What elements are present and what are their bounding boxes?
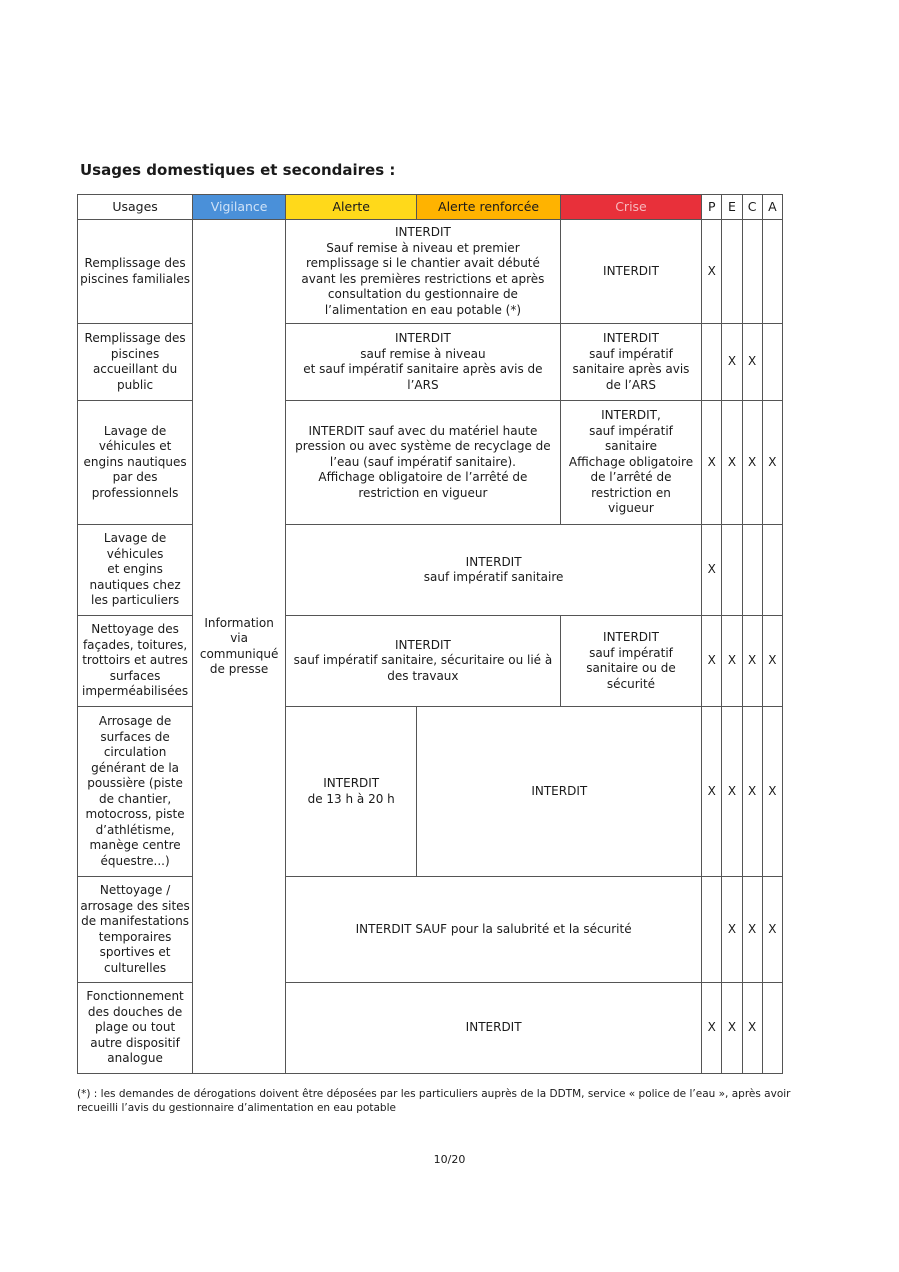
alerte-merged-cell: INTERDIT sauf impératif sanitaire, sécuritaire ou lié à des travaux [286, 616, 561, 707]
a-cell [762, 220, 782, 324]
p-cell: X [702, 525, 722, 616]
page-number: 10/20 [433, 1153, 466, 1166]
header-row [78, 195, 783, 220]
table-row [78, 220, 783, 324]
all-merged-cell: INTERDIT sauf impératif sanitaire [286, 525, 702, 616]
table-row [78, 616, 783, 707]
table-row [78, 401, 783, 525]
all-merged-cell: INTERDIT [286, 983, 702, 1074]
c-cell: X [742, 877, 762, 983]
e-cell: X [722, 877, 742, 983]
c-cell: X [742, 324, 762, 401]
e-cell: X [722, 707, 742, 877]
p-cell [702, 324, 722, 401]
crise-cell: INTERDIT sauf impératif sanitaire après avis de l’ARS [560, 324, 701, 401]
e-cell [722, 525, 742, 616]
header-a: A [762, 195, 782, 220]
crise-cell: INTERDIT, sauf impératif sanitaire Affichage obligatoire de l’arrêté de restriction en vigueur [560, 401, 701, 525]
alerte-merged-cell: INTERDIT sauf avec du matériel haute pression ou avec système de recyclage de l’eau (sauf impératif sanitaire). Affichage obligatoire de l’arrêté de restriction en vigueur [286, 401, 561, 525]
table-row [78, 983, 783, 1074]
restrictions-table [77, 194, 783, 1074]
header-vigilance: Vigilance [193, 195, 286, 220]
c-cell: X [742, 401, 762, 525]
usage-cell: Lavage de véhicules et engins nautiques chez les particuliers [78, 525, 193, 616]
footnote: (*) : les demandes de dérogations doivent être déposées par les particuliers auprès de la DDTM, service « police de l’eau », après avoir recueilli l’avis du gestionnaire d’alimentation en eau potable [77, 1088, 791, 1114]
p-cell: X [702, 401, 722, 525]
section-heading: Usages domestiques et secondaires : [80, 161, 396, 179]
vigilance-cell: Information via communiqué de presse [193, 220, 286, 1074]
e-cell: X [722, 616, 742, 707]
a-cell [762, 983, 782, 1074]
e-cell: X [722, 983, 742, 1074]
usage-cell: Arrosage de surfaces de circulation générant de la poussière (piste de chantier, motocross, piste d’athlétisme, manège centre équestre...) [78, 707, 193, 877]
renforcee-crise-cell: INTERDIT [417, 707, 702, 877]
header-e: E [722, 195, 742, 220]
usage-cell: Remplissage des piscines accueillant du public [78, 324, 193, 401]
usage-cell: Nettoyage des façades, toitures, trottoirs et autres surfaces imperméabilisées [78, 616, 193, 707]
alerte-cell: INTERDIT de 13 h à 20 h [286, 707, 417, 877]
c-cell: X [742, 707, 762, 877]
table-row [78, 324, 783, 401]
all-merged-cell: INTERDIT SAUF pour la salubrité et la sécurité [286, 877, 702, 983]
a-cell [762, 525, 782, 616]
c-cell: X [742, 616, 762, 707]
a-cell: X [762, 707, 782, 877]
alerte-merged-cell: INTERDIT sauf remise à niveau et sauf impératif sanitaire après avis de l’ARS [286, 324, 561, 401]
c-cell: X [742, 983, 762, 1074]
usage-cell: Lavage de véhicules et engins nautiques par des professionnels [78, 401, 193, 525]
p-cell: X [702, 707, 722, 877]
e-cell: X [722, 324, 742, 401]
c-cell [742, 220, 762, 324]
a-cell: X [762, 401, 782, 525]
alerte-merged-cell: INTERDIT Sauf remise à niveau et premier remplissage si le chantier avait débuté avant les premières restrictions et après consultation du gestionnaire de l’alimentation en eau potable (*) [286, 220, 561, 324]
p-cell: X [702, 220, 722, 324]
table-row [78, 707, 783, 877]
c-cell [742, 525, 762, 616]
e-cell: X [722, 401, 742, 525]
e-cell [722, 220, 742, 324]
header-p: P [702, 195, 722, 220]
table-row [78, 877, 783, 983]
table-row [78, 525, 783, 616]
crise-cell: INTERDIT sauf impératif sanitaire ou de sécurité [560, 616, 701, 707]
header-c: C [742, 195, 762, 220]
a-cell [762, 324, 782, 401]
p-cell: X [702, 983, 722, 1074]
crise-cell: INTERDIT [560, 220, 701, 324]
header-crise: Crise [560, 195, 701, 220]
header-usages: Usages [78, 195, 193, 220]
usage-cell: Nettoyage / arrosage des sites de manifestations temporaires sportives et culturelles [78, 877, 193, 983]
usage-cell: Remplissage des piscines familiales [78, 220, 193, 324]
p-cell [702, 877, 722, 983]
header-alerte-renforcee: Alerte renforcée [417, 195, 560, 220]
header-alerte: Alerte [286, 195, 417, 220]
usage-cell: Fonctionnement des douches de plage ou tout autre dispositif analogue [78, 983, 193, 1074]
a-cell: X [762, 616, 782, 707]
p-cell: X [702, 616, 722, 707]
a-cell: X [762, 877, 782, 983]
